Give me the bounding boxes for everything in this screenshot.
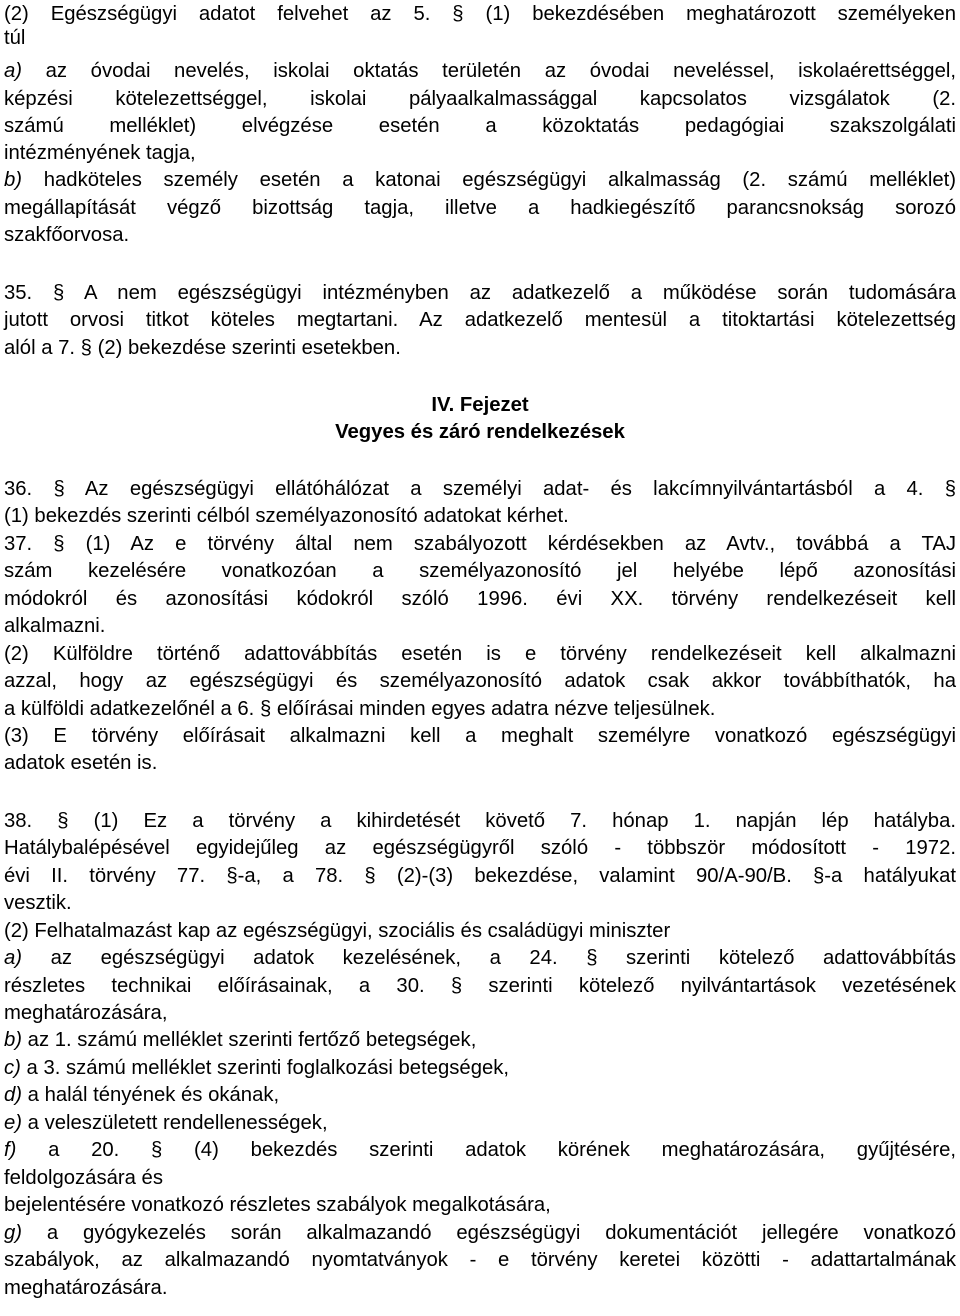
text-line: intézményének tagja, bbox=[4, 142, 196, 164]
section-38-line: (2) Felhatalmazást kap az egészségügyi, szociális és családügyi miniszter bbox=[4, 920, 671, 942]
section-37-line: a külföldi adatkezelőnél a 6. § előírásai minden egyes adatra nézve teljesülnek. bbox=[4, 698, 716, 720]
section-38-line: részletes technikai előírásainak, a 30. § szerinti kötelező nyilvántartások vezetésének bbox=[4, 975, 956, 997]
section-38-line: feldolgozására és bbox=[4, 1167, 163, 1189]
section-37-line: (2) Külföldre történő adattovábbítás esetén is e törvény rendelkezéseit kell alkalmazni bbox=[4, 643, 956, 665]
section-38-line: 38. § (1) Ez a törvény a kihirdetését követő 7. hónap 1. napján lép hatályba. bbox=[4, 810, 956, 832]
section-35-line: jutott orvosi titkot köteles megtartani. Az adatkezelő mentesül a titoktartási kötelezettség bbox=[4, 309, 956, 331]
text-line: szakfőorvosa. bbox=[4, 224, 130, 246]
section-38-line: évi II. törvény 77. §-a, a 78. § (2)-(3) bekezdése, valamint 90/A-90/B. §-a hatályukat bbox=[4, 865, 956, 887]
section-38-line: e) a veleszületett rendellenességek, bbox=[4, 1112, 328, 1134]
section-38-line: meghatározására, bbox=[4, 1002, 168, 1024]
section-37-line: 37. § (1) Az e törvény által nem szabályozott kérdésekben az Avtv., továbbá a TAJ bbox=[4, 533, 956, 555]
text-line: számú melléklet) elvégzése esetén a közoktatás pedagógiai szakszolgálati bbox=[4, 115, 956, 137]
section-38-line: g) a gyógykezelés során alkalmazandó egészségügyi dokumentációt jellegére vonatkozó bbox=[4, 1222, 956, 1244]
section-37-line: (3) E törvény előírásait alkalmazni kell a meghalt személyre vonatkozó egészségügyi bbox=[4, 725, 956, 747]
section-38-line: bejelentésére vonatkozó részletes szabályok megalkotására, bbox=[4, 1194, 551, 1216]
section-38-line: c) a 3. számú melléklet szerinti foglalkozási betegségek, bbox=[4, 1057, 510, 1079]
section-35-line: 35. § A nem egészségügyi intézményben az adatkezelő a működése során tudomására bbox=[4, 282, 956, 304]
chapter-title: Vegyes és záró rendelkezések bbox=[335, 421, 625, 443]
section-38-line: Hatálybalépésével egyidejűleg az egészségügyről szóló - többször módosított - 1972. bbox=[4, 837, 956, 859]
chapter-number: IV. Fejezet bbox=[431, 394, 529, 416]
section-37-line: módokról és azonosítási kódokról szóló 1996. évi XX. törvény rendelkezéseit kell bbox=[4, 588, 956, 610]
text-line: (2) Egészségügyi adatot felvehet az 5. § (1) bekezdésében meghatározott személyeken bbox=[4, 3, 956, 25]
section-37-line: alkalmazni. bbox=[4, 615, 106, 637]
section-35-line: alól a 7. § (2) bekezdése szerinti esetekben. bbox=[4, 337, 401, 359]
section-38-line: meghatározására. bbox=[4, 1277, 168, 1299]
section-38-line: vesztik. bbox=[4, 892, 72, 914]
text-line: túl bbox=[4, 27, 26, 49]
text-line: b) hadköteles személy esetén a katonai egészségügyi alkalmasság (2. számú melléklet) bbox=[4, 169, 956, 191]
section-38-line: d) a halál tényének és okának, bbox=[4, 1084, 280, 1106]
section-38-line: a) az egészségügyi adatok kezelésének, a 24. § szerinti kötelező adattovábbítás bbox=[4, 947, 956, 969]
section-38-line: f) a 20. § (4) bekezdés szerinti adatok körének meghatározására, gyűjtésére, bbox=[4, 1139, 956, 1161]
section-37-line: szám kezelésére vonatkozóan a személyazonosító jel helyébe lépő azonosítási bbox=[4, 560, 956, 582]
text-line: megállapítását végző bizottság tagja, illetve a hadkiegészítő parancsnokság sorozó bbox=[4, 197, 956, 219]
section-37-line: azzal, hogy az egészségügyi és személyazonosító adatok csak akkor továbbíthatók, ha bbox=[4, 670, 956, 692]
section-36-line: (1) bekezdés szerinti célból személyazonosító adatokat kérhet. bbox=[4, 505, 569, 527]
section-38-line: b) az 1. számú melléklet szerinti fertőző betegségek, bbox=[4, 1029, 477, 1051]
text-line: képzési kötelezettséggel, iskolai pályaalkalmassággal kapcsolatos vizsgálatok (2. bbox=[4, 88, 956, 110]
text-line: a) az óvodai nevelés, iskolai oktatás területén az óvodai neveléssel, iskolaérettséggel, bbox=[4, 60, 956, 82]
section-36-line: 36. § Az egészségügyi ellátóhálózat a személyi adat- és lakcímnyilvántartásból a 4. § bbox=[4, 478, 956, 500]
section-37-line: adatok esetén is. bbox=[4, 752, 158, 774]
section-38-line: szabályok, az alkalmazandó nyomtatványok - e törvény keretei közötti - adattartalmának bbox=[4, 1249, 956, 1271]
